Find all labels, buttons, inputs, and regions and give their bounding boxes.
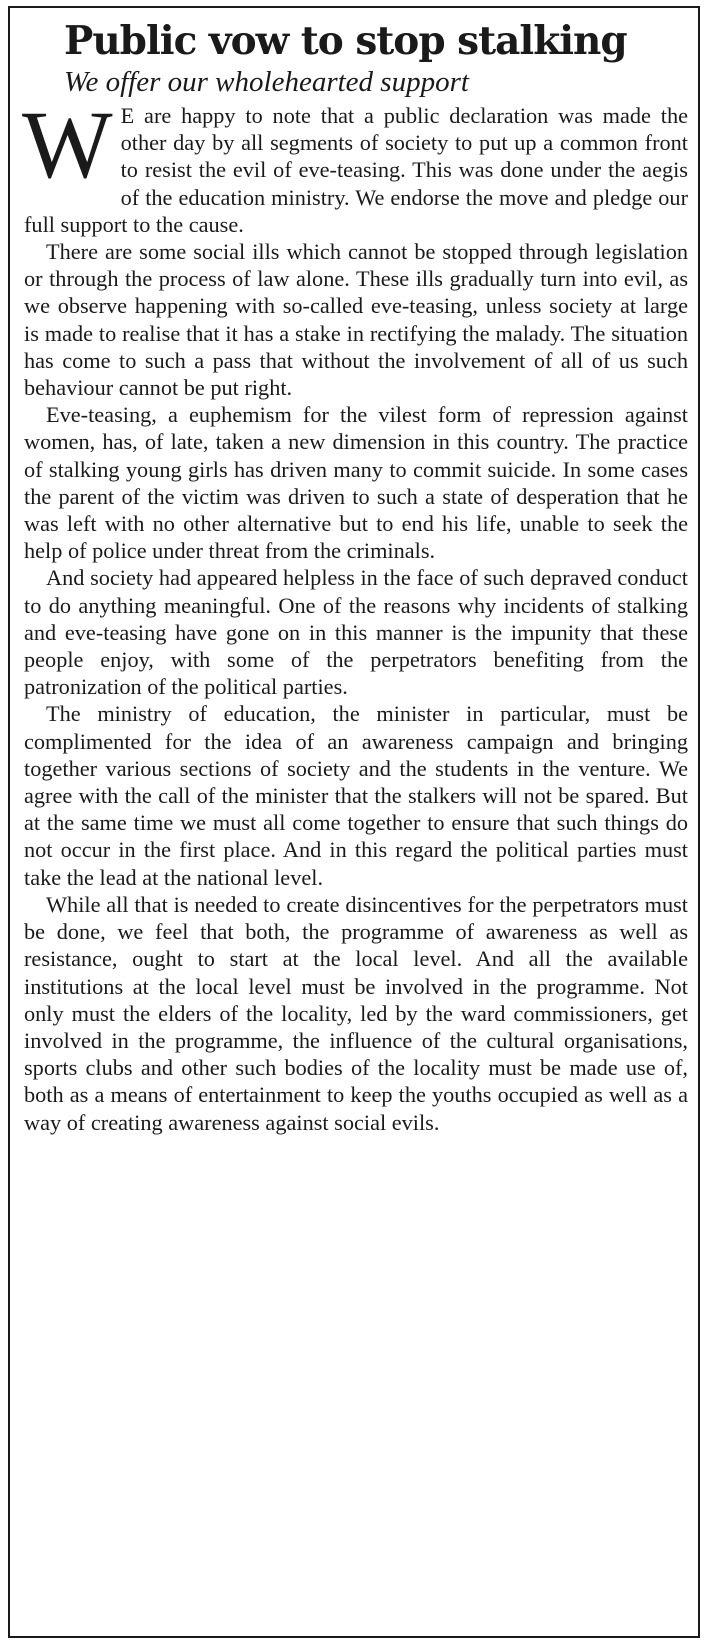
paragraph-2: There are some social ills which cannot be stopped through legislation or through the process of law alone. These ills gradually turn into evil, as we observe happening with so-called eve-teasing, unless society at large is made to realise that it has a stake in rectifying the malady. The situation has come to such a pass that without the involvement of all of us such behaviour cannot be put right. (24, 239, 688, 401)
subheadline: We offer our wholehearted support (64, 66, 469, 98)
drop-cap: W (22, 91, 113, 198)
paragraph-4: And society had appeared helpless in the face of such depraved conduct to do anything meaningful. One of the reasons why incidents of stalking and eve-teasing have gone on in this manner is the impunity that these people enjoy, with some of the perpetrators benefiting from the patronization of the political parties. (24, 565, 688, 700)
paragraph-6: While all that is needed to create disincentives for the perpetrators must be done, we feel that both, the programme of awareness as well as resistance, ought to start at the local level. And all the available institutions at the local level must be involved in the programme. Not only must the elders of the locality, led by the ward commissioners, get involved in the programme, the influence of the cultural organisations, sports clubs and other such bodies of the locality must be made use of, both as a means of entertainment to keep the youths occupied as well as a way of creating awareness against social evils. (24, 891, 688, 1135)
paragraph-5: The ministry of education, the minister in particular, must be complimented for the idea of an awareness campaign and bringing together various sections of society and the students in the venture. We agree with the call of the minister that the stalkers will not be spared. But at the same time we must all come together to ensure that such things do not occur in the first place. And in this regard the political parties must take the lead at the national level. (24, 701, 688, 890)
headline: Public vow to stop stalking (64, 18, 627, 64)
article-body (22, 91, 688, 1136)
paragraph-1-text: E are happy to note that a public declaration was made the other day by all segments of society to put up a common front to resist the evil of eve-teasing. This was done under the aegis of the education ministry. We endorse the move and pledge our full support to the cause. (24, 103, 688, 237)
paragraph-3: Eve-teasing, a euphemism for the vilest form of repression against women, has, of late, taken a new dimension in this country. The practice of stalking young girls has driven many to commit suicide. In some cases the parent of the victim was driven to such a state of desperation that he was left with no other alternative but to end his life, unable to seek the help of police under threat from the criminals. (24, 402, 688, 564)
paragraph-1 (22, 91, 688, 238)
editorial-article (24, 18, 688, 1136)
article-frame (8, 6, 700, 1638)
